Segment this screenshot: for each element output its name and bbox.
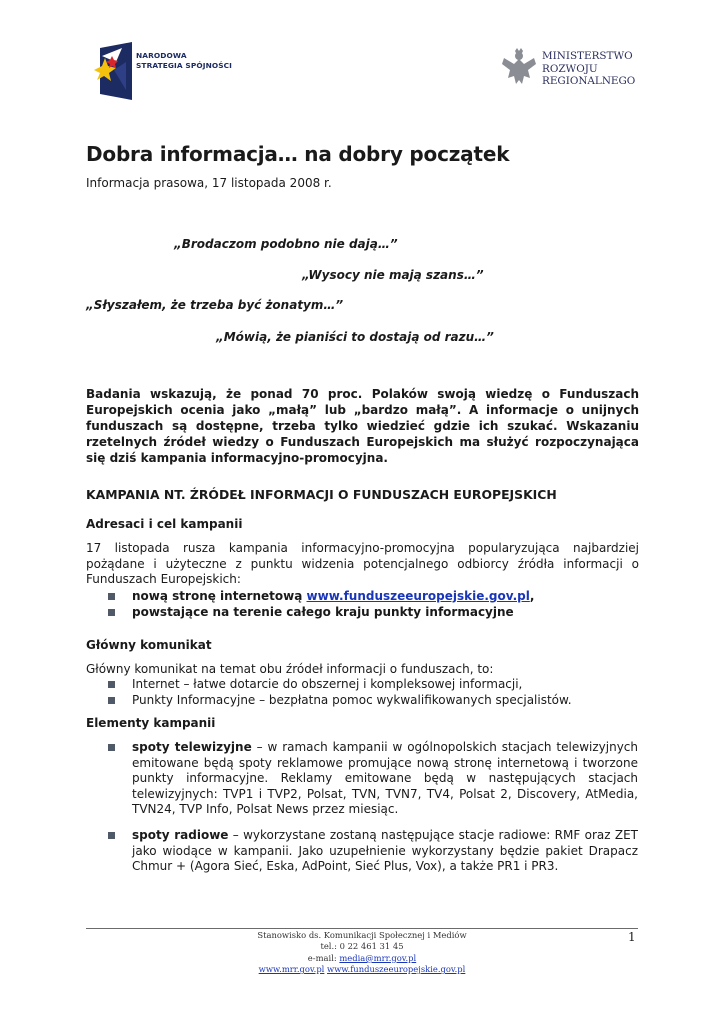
mrr-logo: [500, 48, 660, 98]
quote-1: „Brodaczom podobno nie dają…”: [174, 237, 398, 251]
list-item: [108, 828, 638, 875]
item-label: spoty telewizyjne: [132, 740, 252, 754]
komunikat-paragraph: Główny komunikat na temat obu źródeł informacji o funduszach, to:: [86, 662, 494, 676]
square-bullet-icon: [108, 744, 115, 751]
item-text: Punkty Informacyjne – bezpłatna pomoc wykwalifikowanych specjalistów.: [132, 692, 572, 707]
list-item: [108, 589, 638, 605]
list-item: [108, 693, 638, 709]
square-bullet-icon: [108, 609, 115, 616]
footer-sites: [86, 964, 638, 975]
subheading-adresaci: Adresaci i cel kampanii: [86, 517, 243, 531]
lead-paragraph: Badania wskazują, że ponad 70 proc. Polaków swoją wiedzę o Funduszach Europejskich ocenia jako „małą” lub „bardzo małą”. A informacje o unijnych funduszach są dostępne, trzeba tylko wiedzieć gdzie ich szukać. Wskazaniu rzetelnych źródeł wiedzy o Funduszach Europejskich ma służyć rozpoczynająca się dziś kampania informacyjno-promocyjna.: [86, 387, 639, 465]
item-text: nową stronę internetową: [132, 589, 307, 603]
document-title: Dobra informacja… na dobry początek: [86, 142, 510, 166]
subheading-komunikat: Główny komunikat: [86, 638, 212, 652]
square-bullet-icon: [108, 681, 115, 688]
adresaci-paragraph: 17 listopada rusza kampania informacyjno-promocyjna popularyzująca najbardziej pożądane i użyteczne z punktu widzenia potencjalnego odbiorcy źródła informacji o Funduszach Europejskich:: [86, 541, 639, 587]
footer-unit: Stanowisko ds. Komunikacji Społecznej i Mediów: [257, 930, 467, 940]
footer-email-link[interactable]: media@mrr.gov.pl: [339, 952, 417, 963]
item-label: spoty radiowe: [132, 827, 229, 842]
adresaci-list: [108, 589, 638, 620]
footer-phone: tel.: 0 22 461 31 45: [320, 941, 404, 952]
elementy-list: [108, 740, 638, 885]
funduszeeuropejskie-link[interactable]: www.funduszeeuropejskie.gov.pl: [306, 589, 530, 603]
square-bullet-icon: [108, 832, 115, 839]
list-item: [108, 740, 638, 818]
square-bullet-icon: [108, 593, 115, 600]
item-text: – w ramach kampanii w ogólnopolskich stacjach telewizyjnych emitowane będą spoty reklamowe promujące nową stronę internetową i tworzone punkty informacyjne. Reklamy emitowane będą w następujących stacjach telewizyjnych: TVP1 i TVP2, Polsat, TVN, TVN7, TV4, Polsat 2, Discovery, AtMedia, TVN24, TVP Info, Polsat News przez miesiąc.: [132, 740, 639, 817]
section-title: KAMPANIA NT. ŹRÓDEŁ INFORMACJI O FUNDUSZACH EUROPEJSKICH: [86, 487, 557, 502]
quote-4: „Mówią, że pianiści to dostają od razu…”: [216, 330, 494, 344]
komunikat-list: [108, 677, 638, 708]
subheading-elementy: Elementy kampanii: [86, 716, 216, 730]
footer-divider: [86, 928, 638, 929]
nss-logo: [92, 40, 262, 102]
item-suffix: ,: [529, 589, 535, 603]
quote-2: „Wysocy nie mają szans…”: [302, 268, 484, 282]
footer-mrr-link[interactable]: www.mrr.gov.pl: [258, 964, 325, 975]
footer: [86, 930, 638, 976]
nss-logo-text: NARODOWA STRATEGIA SPÓJNOŚCI: [136, 51, 233, 70]
page-number: 1: [628, 930, 636, 944]
list-item: [108, 605, 638, 621]
nss-flag-icon: [92, 40, 136, 102]
footer-fundusze-link[interactable]: www.funduszeeuropejskie.gov.pl: [327, 964, 466, 975]
square-bullet-icon: [108, 697, 115, 704]
item-text: powstające na terenie całego kraju punkty informacyjne: [132, 604, 514, 619]
quote-3: „Słyszałem, że trzeba być żonatym…”: [86, 298, 344, 312]
item-text: Internet – łatwe dotarcie do obszernej i kompleksowej informacji,: [132, 677, 523, 691]
mrr-logo-text: MINISTERSTWO ROZWOJU REGIONALNEGO: [542, 50, 636, 88]
eagle-emblem-icon: [500, 48, 538, 88]
footer-email-label: e-mail:: [307, 952, 340, 963]
list-item: [108, 677, 638, 693]
footer-email-line: [86, 953, 638, 964]
item-text: – wykorzystane zostaną następujące stacje radiowe: RMF oraz ZET jako wiodące w kampanii. Jako uzupełnienie wykorzystany będzie pakiet Drapacz Chmur + (Agora Sieć, Eska, AdPoint, Sieć Plus, Vox), a także PR1 i PR3.: [132, 827, 638, 874]
press-release-date: Informacja prasowa, 17 listopada 2008 r.: [86, 176, 332, 190]
